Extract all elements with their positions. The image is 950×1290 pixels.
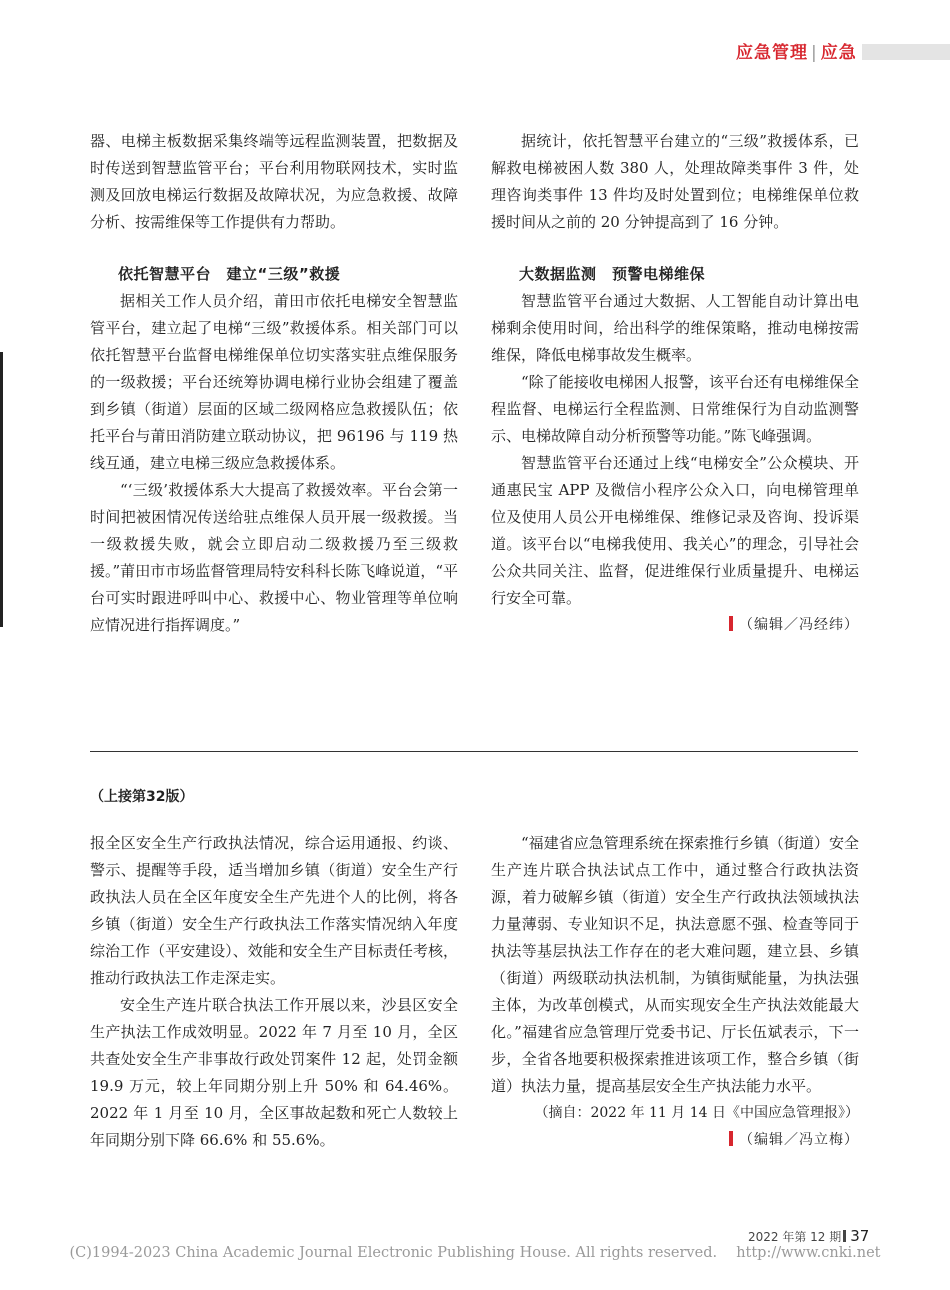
header-separator: | — [811, 43, 818, 63]
section-title: 应急管理 — [736, 43, 808, 63]
top-left-column — [90, 128, 458, 639]
top-right-column — [491, 128, 859, 639]
editor-name: （编辑／冯经纬） — [739, 617, 859, 633]
section-divider — [90, 751, 858, 752]
red-marker — [729, 1131, 733, 1146]
issue-label: 2022 年第 12 期 — [748, 1230, 842, 1244]
paragraph: 智慧监管平台还通过上线“电梯安全”公众模块、开通惠民宝 APP 及微信小程序公众入口，向电梯管理单位及使用人员公开电梯维保、维修记录及咨询、投诉渠道。该平台以“电梯我使用、我关心”的理念，引导社会公众共同关注、监督，促进维保行业质量提升、电梯运行安全可靠。 — [491, 454, 859, 607]
page-edge-mark — [0, 352, 3, 627]
editor-name: （编辑／冯立梅） — [739, 1132, 859, 1148]
paragraph: “福建省应急管理系统在探索推行乡镇（街道）安全生产连片联合执法试点工作中，通过整合行政执法资源，着力破解乡镇（街道）安全生产行政执法领域执法力量薄弱、专业知识不足，执法意愿不强、检查等同于执法等基层执法工作存在的老大难问题，建立县、乡镇（街道）两级联动执法机制，为镇街赋能量，为执法强主体，为改革创模式，从而实现安全生产执法效能最大化。”福建省应急管理厅党委书记、厅长伍斌表示，下一步，全省各地要积极探索推进该项工作，整合乡镇（街道）执法力量，提高基层安全生产执法能力水平。 — [491, 834, 859, 1095]
header-decor-bar — [862, 44, 950, 60]
page-number: 37 — [850, 1227, 870, 1245]
paragraph: “除了能接收电梯困人报警，该平台还有电梯维保全程监督、电梯运行全程监测、日常维保行为自动监测警示、电梯故障自动分析预警等功能。”陈飞峰强调。 — [491, 373, 859, 445]
source-note: （摘自：2022 年 11 月 14 日《中国应急管理报》） — [534, 1105, 859, 1121]
paragraph: 据相关工作人员介绍，莆田市依托电梯安全智慧监管平台，建立起了电梯“三级”救援体系。相关部门可以依托智慧平台监督电梯维保单位切实落实驻点维保服务的一级救援；平台还统筹协调电梯行业协会组建了覆盖到乡镇（街道）层面的区域二级网格应急救援队伍；依托平台与莆田消防建立联动协议，把 96196 与 119 热线互通，建立电梯三级应急救援体系。 — [90, 292, 458, 472]
paragraph: 报全区安全生产行政执法情况，综合运用通报、约谈、警示、提醒等手段，适当增加乡镇（街道）安全生产行政执法人员在全区年度安全生产先进个人的比例，将各乡镇（街道）安全生产行政执法工作落实情况纳入年度综治工作（平安建设）、效能和安全生产目标责任考核，推动行政执法工作走深走实。 — [90, 834, 458, 987]
red-marker — [729, 616, 733, 631]
subheading: 大数据监测 预警电梯维保 — [519, 265, 706, 283]
paragraph: 安全生产连片联合执法工作开展以来，沙县区安全生产执法工作成效明显。2022 年 7 月至 10 月，全区共查处安全生产非事故行政处罚案件 12 起，处罚金额 19.9 万元，较上年同期分别上升 50% 和 64.46%。2022 年 1 月至 10 月，全区事故起数和死亡人数较上年同期分别下降 66.6% 和 55.6%。 — [90, 996, 458, 1149]
copyright-watermark: (C)1994-2023 China Academic Journal Electronic Publishing House. All rights reserved. http://www.cnki.net — [69, 1245, 881, 1261]
paragraph: “‘三级’救援体系大大提高了救援效率。平台会第一时间把被困情况传送给驻点维保人员开展一级救援。当一级救援失败，就会立即启动二级救援乃至三级救援。”莆田市市场监督管理局特安科科长陈飞峰说道，“平台可实时跟进呼叫中心、救援中心、物业管理等单位响应情况进行指挥调度。” — [90, 481, 458, 634]
bottom-left-column — [90, 830, 458, 1154]
section-subtitle: 应急 — [820, 43, 857, 63]
paragraph: 智慧监管平台通过大数据、人工智能自动计算出电梯剩余使用时间，给出科学的维保策略，推动电梯按需维保，降低电梯事故发生概率。 — [491, 292, 859, 364]
section-header — [736, 38, 857, 63]
subheading: 依托智慧平台 建立“三级”救援 — [118, 265, 341, 283]
paragraph: 据统计，依托智慧平台建立的“三级”救援体系，已解救电梯被困人数 380 人，处理故障类事件 3 件，处理咨询类事件 13 件均及时处置到位；电梯维保单位救援时间从之前的 20 分钟提高到了 16 分钟。 — [491, 132, 859, 231]
paragraph: 器、电梯主板数据采集终端等远程监测装置，把数据及时传送到智慧监管平台；平台利用物联网技术，实时监测及回放电梯运行数据及故障状况，为应急救援、故障分析、按需维保等工作提供有力帮助。 — [90, 132, 458, 231]
bottom-right-column — [491, 830, 859, 1154]
editor-credit — [491, 1127, 859, 1154]
editor-credit — [491, 612, 859, 639]
continued-from: （上接第32版） — [90, 789, 194, 805]
